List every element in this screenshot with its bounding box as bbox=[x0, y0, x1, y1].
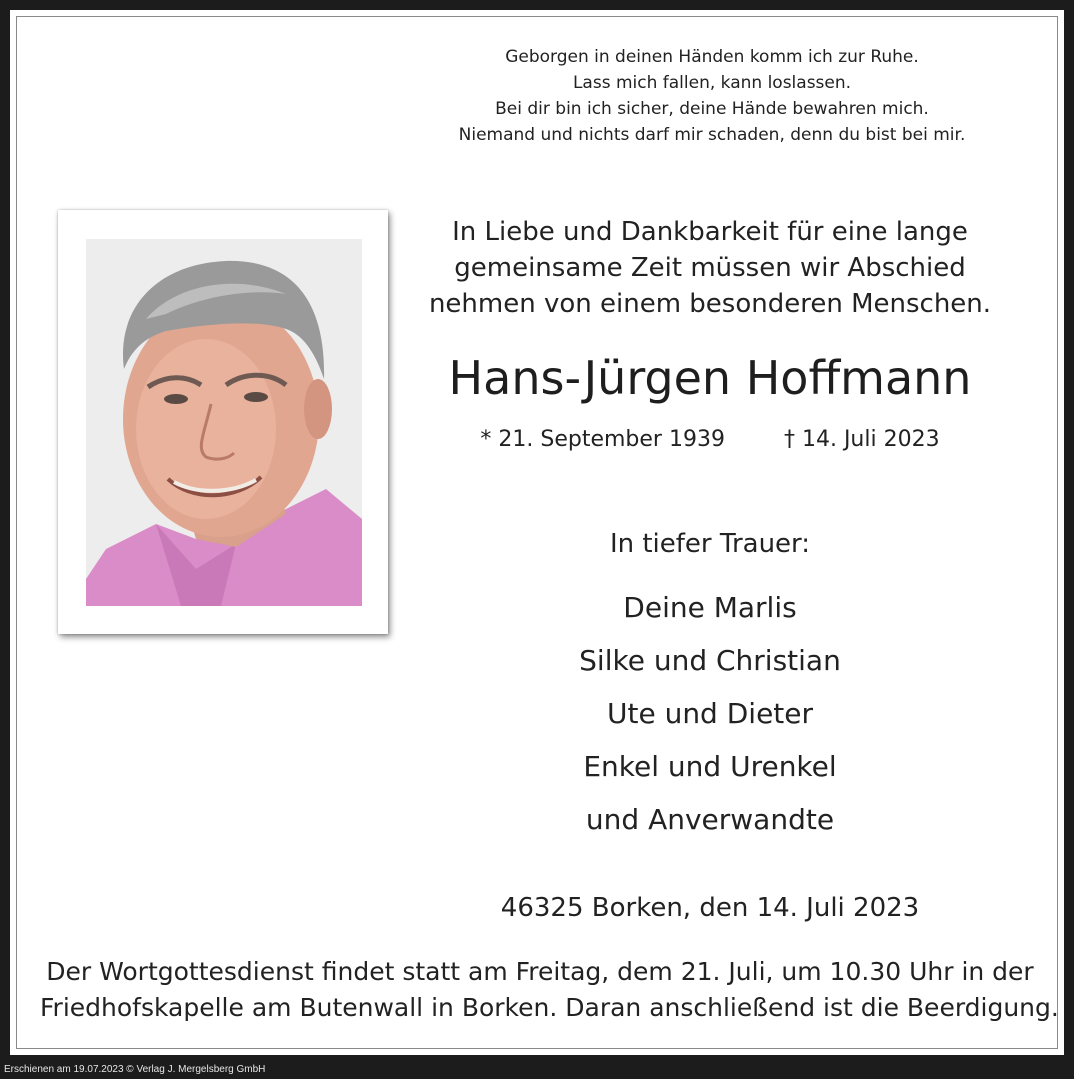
intro-line: nehmen von einem besonderen Menschen. bbox=[428, 289, 992, 319]
service-line: Der Wortgottesdienst findet statt am Freitag, dem 21. Juli, um 10.30 Uhr in der bbox=[46, 957, 1034, 986]
family-list bbox=[410, 581, 1010, 846]
poem-line: Bei dir bin ich sicher, deine Hände bewahren mich. bbox=[495, 99, 929, 119]
family-member: Deine Marlis bbox=[623, 591, 797, 624]
mourning-heading: In tiefer Trauer: bbox=[609, 529, 811, 559]
place-date: 46325 Borken, den 14. Juli 2023 bbox=[500, 893, 920, 923]
family-member: Silke und Christian bbox=[579, 644, 841, 677]
death-date: † 14. Juli 2023 bbox=[783, 427, 940, 452]
service-info bbox=[40, 954, 1059, 1026]
portrait-frame bbox=[58, 210, 388, 634]
footer-bar bbox=[0, 1059, 1074, 1079]
birth-date: * 21. September 1939 bbox=[480, 427, 725, 452]
portrait-photo bbox=[86, 239, 362, 606]
family-member: Enkel und Urenkel bbox=[583, 750, 837, 783]
family-member: Ute und Dieter bbox=[606, 697, 814, 730]
service-line: Friedhofskapelle am Butenwall in Borken. Daran anschließend ist die Beerdigung. bbox=[40, 993, 1059, 1022]
poem-line: Niemand und nichts darf mir schaden, denn du bist bei mir. bbox=[458, 125, 966, 145]
poem-line: Geborgen in deinen Händen komm ich zur Ruhe. bbox=[505, 47, 919, 67]
poem-line: Lass mich fallen, kann loslassen. bbox=[572, 73, 852, 93]
poem bbox=[432, 44, 992, 148]
obituary-card bbox=[10, 10, 1064, 1055]
family-member: und Anverwandte bbox=[585, 803, 835, 836]
portrait-illustration bbox=[86, 239, 362, 606]
intro-text bbox=[410, 214, 1010, 322]
deceased-name: Hans-Jürgen Hoffmann bbox=[448, 351, 972, 405]
publication-note: Erschienen am 19.07.2023 © Verlag J. Mergelsberg GmbH bbox=[4, 1064, 266, 1075]
intro-line: In Liebe und Dankbarkeit für eine lange bbox=[452, 217, 968, 247]
intro-line: gemeinsame Zeit müssen wir Abschied bbox=[454, 253, 966, 283]
life-dates bbox=[410, 424, 1010, 456]
